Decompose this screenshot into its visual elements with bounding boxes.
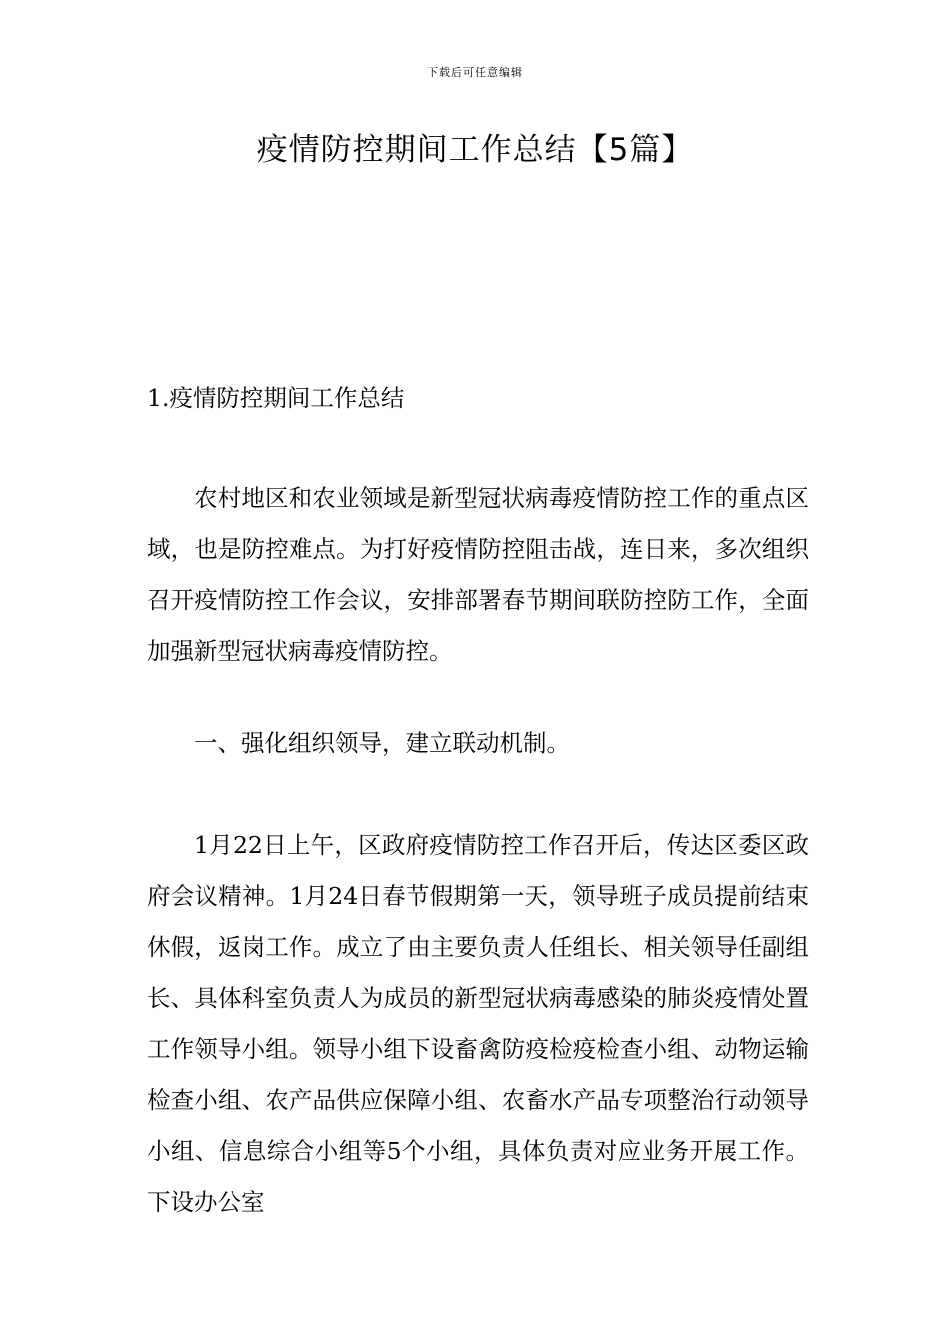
header-note: 下载后可任意编辑: [427, 66, 523, 79]
paragraph-heading-one: 一、强化组织领导，建立联动机制。: [194, 729, 570, 757]
document-title: 疫情防控期间工作总结【5篇】: [256, 132, 694, 168]
paragraph-intro: 农村地区和农业领域是新型冠状病毒疫情防控工作的重点区域，也是防控难点。为打好疫情防控阻击战，连日来，多次组织召开疫情防控工作会议，安排部署春节期间联防控防工作，全面加强新型冠状病毒疫情防控。: [147, 484, 809, 665]
paragraph-details: 1月22日上午，区政府疫情防控工作召开后，传达区委区政府会议精神。1月24日春节假期第一天，领导班子成员提前结束休假，返岗工作。成立了由主要负责人任组长、相关领导任副组长、具体科室负责人为成员的新型冠状病毒感染的肺炎疫情处置工作领导小组。领导小组下设畜禽防疫检疫检查小组、动物运输检查小组、农产品供应保障小组、农畜水产品专项整治行动领导小组、信息综合小组等5个小组，具体负责对应业务开展工作。下设办公室: [147, 831, 809, 1216]
section-heading: 1.疫情防控期间工作总结: [147, 384, 405, 412]
